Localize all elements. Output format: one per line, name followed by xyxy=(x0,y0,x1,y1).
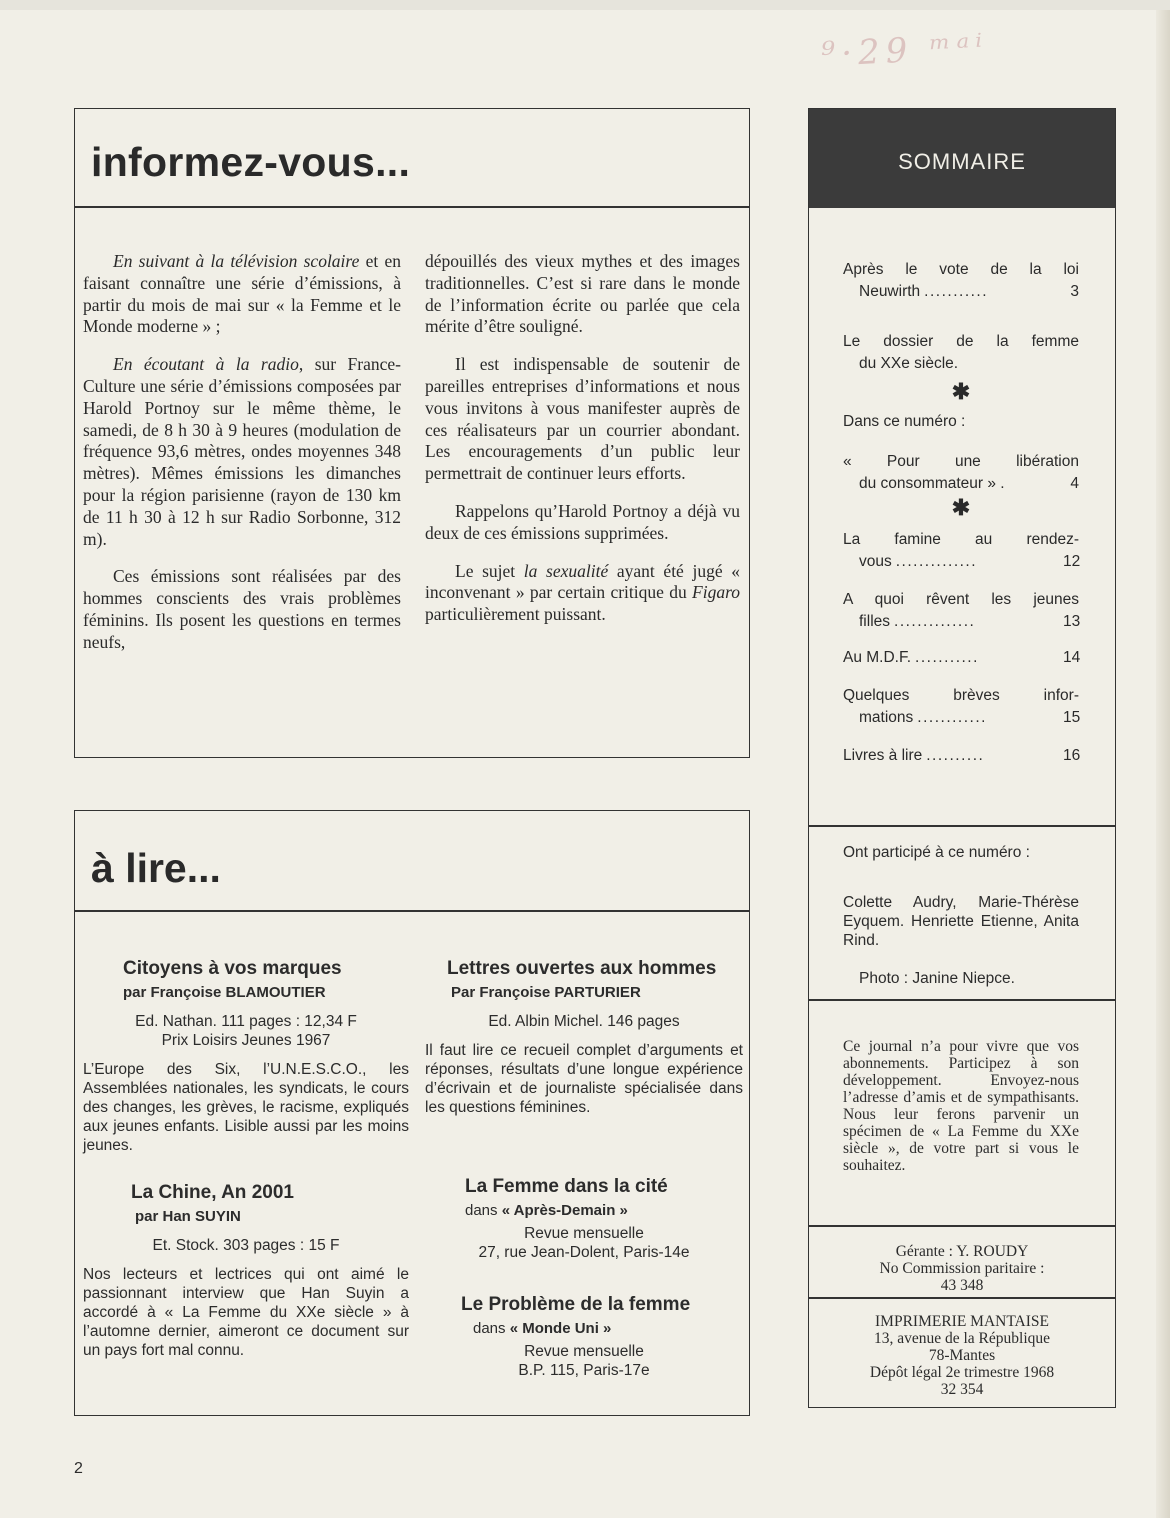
book-description: L’Europe des Six, l’U.N.E.S.C.O., les Assemblées nationales, les syndicats, le cours des changes, les grèves, le racisme, expliqués aux jeunes enfants. Lisible aussi par les moins jeunes. xyxy=(83,1061,409,1154)
book-author: par Françoise BLAMOUTIER xyxy=(123,984,326,1001)
periodical-entry xyxy=(425,1175,743,1262)
toc-entry: « Pour une libération du consommateur » . 4 xyxy=(843,453,1079,492)
title-divider xyxy=(75,206,749,208)
printer-city: 78-Mantes xyxy=(928,1347,996,1364)
toc-entry: Quelques brèves infor- mations ............ 15 xyxy=(843,687,1081,726)
article-column-2 xyxy=(425,251,740,642)
book-author: Par Françoise PARTURIER xyxy=(451,984,641,1001)
book-award: Prix Loisirs Jeunes 1967 xyxy=(161,1032,331,1049)
handwritten-date-annotation: ⁹·29 ᵐᵃⁱ xyxy=(820,26,990,76)
sidebar-divider xyxy=(809,999,1115,1001)
book-publisher: Ed. Nathan. 111 pages : 12,34 F xyxy=(135,1013,357,1030)
legal-deposit: Dépôt légal 2e trimestre 1968 xyxy=(869,1364,1055,1381)
printer-code: 32 354 xyxy=(940,1381,984,1398)
contributors-names: Colette Audry, Marie-Thérèse Eyquem. Henriette Etienne, Anita Rind. xyxy=(843,894,1079,949)
sommaire-sidebar xyxy=(808,108,1116,1408)
sidebar-divider xyxy=(809,1297,1115,1299)
article-paragraph: dépouillés des vieux mythes et des images traditionnelles. C’est si rare dans le monde de l’information écrite ou parlée que cela mérite d’être souligné. xyxy=(425,251,740,337)
toc-entry: Après le vote de la loi Neuwirth ........... 3 xyxy=(843,261,1079,300)
sommaire-header xyxy=(809,109,1115,208)
book-publisher: Et. Stock. 303 pages : 15 F xyxy=(152,1237,340,1254)
article-paragraph: En écoutant à la radio, sur France-Culture une série d’émissions composées par Harold Portnoy sur le même thème, le samedi, de 8 h 30 à 9 heures (modulation de fréquence 93,6 mètres, ondes moyennes 348 mètres). Mêmes émissions les dimanches pour la région parisienne (rayon de 130 km de 11 h 30 à 12 h sur Radio Sorbonne, 312 m). xyxy=(83,354,401,549)
page-top-margin xyxy=(0,0,1170,10)
toc-entry: A quoi rêvent les jeunes filles .............. 13 xyxy=(843,591,1081,630)
periodical-frequency: Revue mensuelle xyxy=(524,1225,644,1242)
subscription-appeal: Ce journal n’a pour vivre que vos abonnements. Participez à son développement. Envoyez-nous l’adresse d’amis et de sympathisants. Nous leur ferons parvenir un spécimen de « La Femme du XXe siècle », de votre part si vous le souhaitez. xyxy=(843,1038,1079,1174)
article-paragraph: Ces émissions sont réalisées par des hommes conscients des vrais problèmes féminins. Ils posent les questions en termes neufs, xyxy=(83,566,401,652)
sidebar-divider xyxy=(809,1225,1115,1227)
printer-address: 13, avenue de la République xyxy=(873,1330,1051,1347)
page-right-edge xyxy=(1156,10,1170,1518)
book-title: La Chine, An 2001 xyxy=(131,1182,294,1203)
book-title: Lettres ouvertes aux hommes xyxy=(447,958,717,979)
book-publisher: Ed. Albin Michel. 146 pages xyxy=(488,1013,680,1030)
management-info xyxy=(809,1243,1115,1294)
periodical-address: B.P. 115, Paris-17e xyxy=(518,1362,650,1379)
contributors-label: Ont participé à ce numéro : xyxy=(843,844,1030,861)
book-entry xyxy=(425,957,743,1117)
a-lire-section xyxy=(74,810,750,1416)
article-paragraph: Il est indispensable de soutenir de pareilles entreprises d’informations et nous vous invitons à vous manifester auprès de ces réalisateurs par un courrier abondant. Les encouragements d’un public leur permettrait de continuer leurs efforts. xyxy=(425,354,740,484)
page-number: 2 xyxy=(74,1460,83,1477)
section-title-informez-vous: informez-vous... xyxy=(91,139,411,185)
sommaire-title: SOMMAIRE xyxy=(898,149,1026,174)
toc-entry: Au M.D.F. ........... 14 xyxy=(843,649,1081,666)
article-paragraph: Rappelons qu’Harold Portnoy a déjà vu deux de ces émissions supprimées. xyxy=(425,500,740,543)
article-column-1 xyxy=(83,251,401,670)
periodical-title: Le Problème de la femme xyxy=(461,1294,691,1315)
toc-entry: La famine au rendez- vous .............. 12 xyxy=(843,531,1081,570)
printer-name: IMPRIMERIE MANTAISE xyxy=(875,1313,1049,1330)
periodical-entry xyxy=(425,1293,743,1380)
periodical-source: dans « Après-Demain » xyxy=(465,1202,628,1219)
commission-line: No Commission paritaire : xyxy=(879,1260,1045,1277)
book-description: Nos lecteurs et lectrices qui ont aimé le passionnant interview que Han Suyin a accordé à « La Femme du XXe siècle » à l’automne dernier, aimeront ce document sur un pays fort mal connu. xyxy=(83,1266,409,1359)
photo-credit: Photo : Janine Niepce. xyxy=(859,970,1015,987)
periodical-title: La Femme dans la cité xyxy=(465,1176,668,1197)
toc-entry: Le dossier de la femme du XXe siècle. xyxy=(843,333,1079,372)
gerante-line: Gérante : Y. ROUDY xyxy=(895,1243,1029,1260)
toc-entry: Livres à lire .......... 16 xyxy=(843,747,1081,764)
printer-info xyxy=(809,1313,1115,1398)
section-title-a-lire: à lire... xyxy=(91,845,221,891)
article-paragraph: En suivant à la télévision scolaire et en faisant connaître une série d’émissions, à partir du mois de mai sur « la Femme et le Monde moderne » ; xyxy=(83,251,401,337)
toc-subheading: Dans ce numéro : xyxy=(843,413,966,430)
asterisk-separator-icon: ✱ xyxy=(951,379,971,404)
book-entry xyxy=(83,957,409,1155)
book-title: Citoyens à vos marques xyxy=(123,958,342,979)
book-description: Il faut lire ce recueil complet d’arguments et réponses, résultats d’une longue expérience d’écrivain et de journaliste spécialisée dans les questions féminines. xyxy=(425,1042,743,1116)
book-entry xyxy=(83,1181,409,1360)
periodical-source: dans « Monde Uni » xyxy=(473,1320,612,1337)
commission-number: 43 348 xyxy=(940,1277,984,1294)
title-divider xyxy=(75,910,749,912)
periodical-address: 27, rue Jean-Dolent, Paris-14e xyxy=(478,1244,690,1261)
asterisk-separator-icon: ✱ xyxy=(951,495,971,520)
article-paragraph: Le sujet la sexualité ayant été jugé « inconvenant » par certain critique du Figaro particulièrement puissant. xyxy=(425,560,740,625)
periodical-frequency: Revue mensuelle xyxy=(524,1343,644,1360)
book-author: par Han SUYIN xyxy=(135,1208,241,1225)
sidebar-divider xyxy=(809,825,1115,827)
informez-vous-section xyxy=(74,108,750,758)
